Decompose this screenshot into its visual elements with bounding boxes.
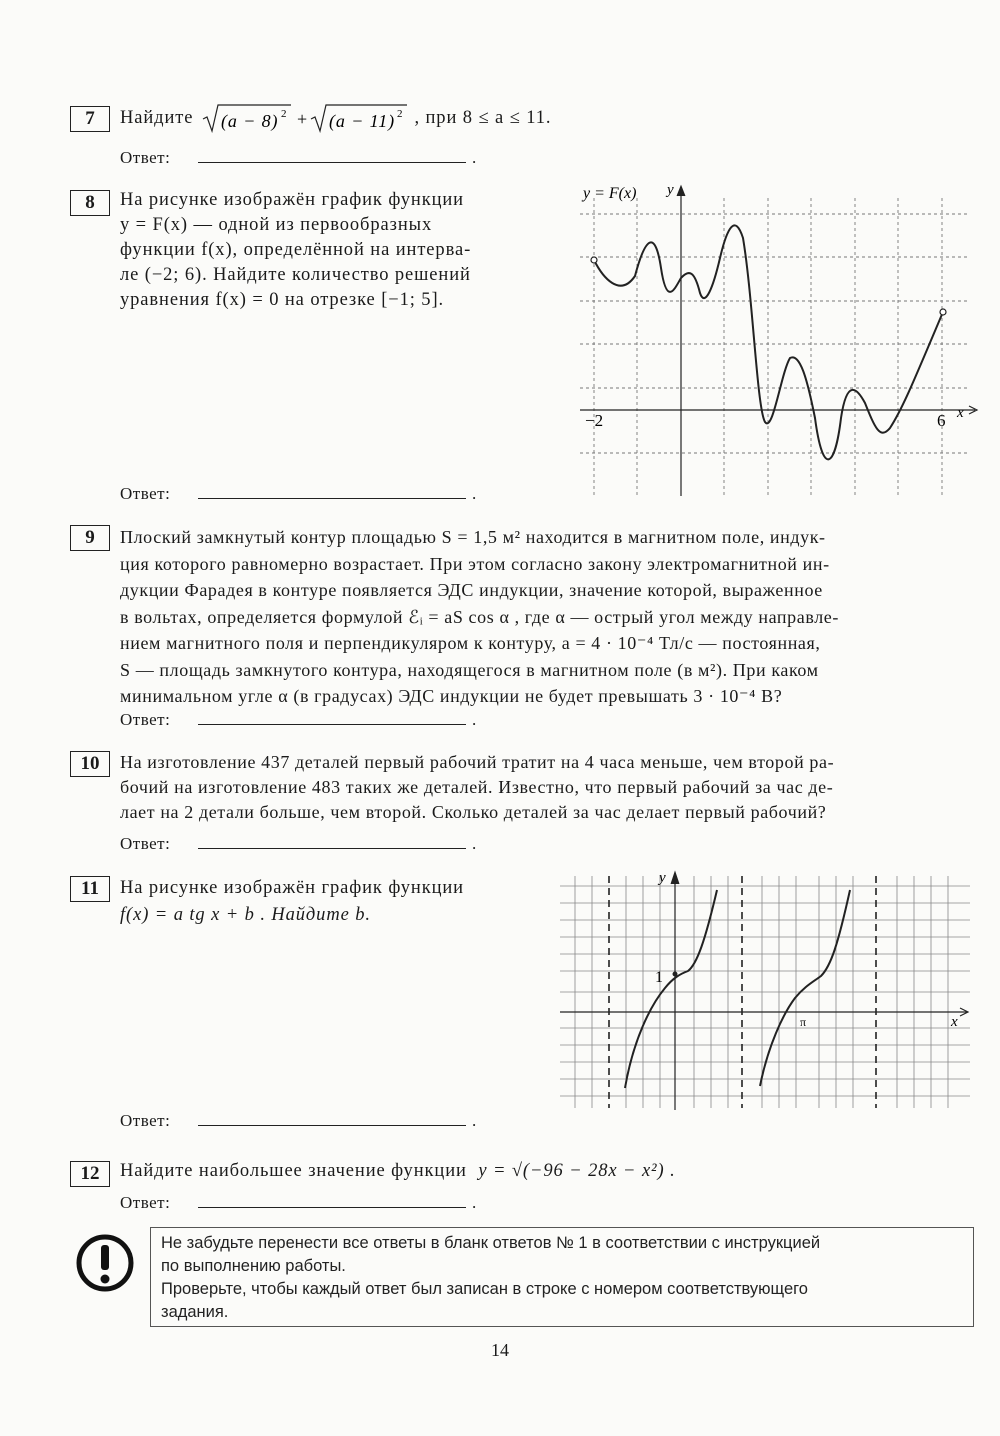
task-7-prefix: Найдите — [120, 108, 194, 128]
answer-line-8[interactable] — [198, 484, 466, 499]
task-9-line: Плоский замкнутый контур площадью S = 1,5 м² находится в магнитном поле, индук- — [120, 527, 826, 547]
graph-8-xmax-label: 6 — [937, 411, 946, 430]
graph-11-one-label: 1 — [655, 969, 663, 986]
graph-11-y-label: y — [659, 870, 666, 886]
answer-line-10[interactable] — [198, 834, 466, 849]
task-9-text — [120, 524, 970, 710]
answer-9: Ответ: . — [120, 710, 477, 729]
task-10-line: На изготовление 437 деталей первый рабочий тратит на 4 часа меньше, чем второй ра- — [120, 752, 835, 772]
answer-10: Ответ: . — [120, 834, 477, 853]
task-8-line: На рисунке изображён график функции — [120, 190, 464, 210]
task-11-line: На рисунке изображён график функции — [120, 878, 464, 898]
task-9-line: нием магнитного поля и перпендикуляром к контуру, a = 4 · 10⁻⁴ Тл/с — постоянная, — [120, 633, 821, 653]
task-9-line: S — площадь замкнутого контура, находящегося в магнитном поле (в м²). При каком — [120, 659, 819, 680]
task-12-text — [120, 1159, 676, 1184]
task-8-text — [120, 188, 522, 313]
answer-11: Ответ: . — [120, 1111, 477, 1130]
task-number-11: 11 — [70, 876, 110, 902]
task-11-graph — [555, 866, 975, 1116]
task-number-9: 9 — [70, 525, 110, 551]
answer-8: Ответ: . — [120, 484, 477, 503]
notice-line: задания. — [161, 1303, 229, 1321]
answer-label: Ответ: — [120, 710, 171, 729]
task-8-line: y = F(x) — одной из первообразных — [120, 215, 433, 235]
svg-text:(a − 11): (a − 11) — [328, 110, 395, 131]
answer-label: Ответ: — [120, 834, 171, 853]
answer-line-12[interactable] — [198, 1193, 466, 1208]
answer-line-7[interactable] — [198, 148, 466, 163]
task-8-line: функции f(x), определённой на интерва- — [120, 240, 472, 260]
svg-text:2: 2 — [280, 107, 288, 120]
task-12-prefix: Найдите наибольшее значение функции — [120, 1161, 467, 1181]
task-9-line: минимальном угле α (в градусах) ЭДС индукции не будет превышать 3 · 10⁻⁴ В? — [120, 686, 783, 706]
svg-text:(a − 8): (a − 8) — [220, 110, 279, 131]
graph-11-pi-label: π — [800, 1015, 807, 1029]
tangent-branch — [760, 890, 850, 1086]
task-10-line: лает на 2 детали больше, чем второй. Сколько деталей за час делает первый рабочий? — [120, 802, 827, 822]
graph-8-y-label: y — [667, 182, 674, 198]
notice-line: Не забудьте перенести все ответы в бланк ответов № 1 в соответствии с инструкцией — [161, 1234, 821, 1252]
notice-line: Проверьте, чтобы каждый ответ был записан в строке с номером соответствующего — [161, 1280, 808, 1298]
answer-line-9[interactable] — [198, 710, 466, 725]
graph-11-x-label: x — [951, 1014, 958, 1030]
answer-label: Ответ: — [120, 484, 171, 503]
graph-8-xmin-label: −2 — [585, 411, 604, 430]
task-9-line: в вольтах, определяется формулой ℰᵢ = aS cos α , где α — острый угол между направле- — [120, 606, 839, 627]
svg-text:+: + — [296, 108, 308, 129]
notice-box — [150, 1227, 974, 1327]
answer-label: Ответ: — [120, 1193, 171, 1212]
answer-line-11[interactable] — [198, 1111, 466, 1126]
exclamation-icon — [74, 1232, 136, 1294]
task-7-text — [120, 100, 551, 137]
notice-line: по выполнению работы. — [161, 1257, 346, 1275]
task-number-12: 12 — [70, 1161, 110, 1187]
task-8-line: уравнения f(x) = 0 на отрезке [−1; 5]. — [120, 290, 445, 310]
task-8-line: ле (−2; 6). Найдите количество решений — [120, 265, 471, 285]
answer-12: Ответ: . — [120, 1193, 477, 1212]
graph-8-x-label: x — [957, 405, 964, 421]
task-number-10: 10 — [70, 751, 110, 777]
svg-text:2: 2 — [396, 107, 404, 120]
task-9-line: дукции Фарадея в контуре появляется ЭДС индукции, значение которой, выраженное — [120, 580, 823, 600]
task-10-line: бочий на изготовление 483 таких же деталей. Известно, что первый рабочий за час де- — [120, 777, 834, 797]
task-8-graph — [575, 178, 980, 503]
answer-label: Ответ: — [120, 1111, 171, 1130]
antiderivative-curve — [594, 225, 943, 459]
answer-7: Ответ: . — [120, 148, 477, 167]
graph-8-title: y = F(x) — [583, 185, 637, 202]
page-number: 14 — [491, 1340, 509, 1360]
task-12-function: y = √(−96 − 28x − x²) . — [478, 1161, 676, 1181]
task-number-8: 8 — [70, 190, 110, 216]
answer-label: Ответ: — [120, 148, 171, 167]
task-7-condition: , при 8 ≤ a ≤ 11. — [414, 108, 552, 128]
task-number-7: 7 — [70, 106, 110, 132]
task-10-text — [120, 750, 970, 825]
task-9-line: ция которого равномерно возрастает. При этом согласно закону электромагнитной ин- — [120, 553, 830, 574]
task-11-text — [120, 875, 522, 929]
task-7-formula — [199, 101, 409, 137]
task-11-line: f(x) = a tg x + b . Найдите b. — [120, 905, 371, 925]
